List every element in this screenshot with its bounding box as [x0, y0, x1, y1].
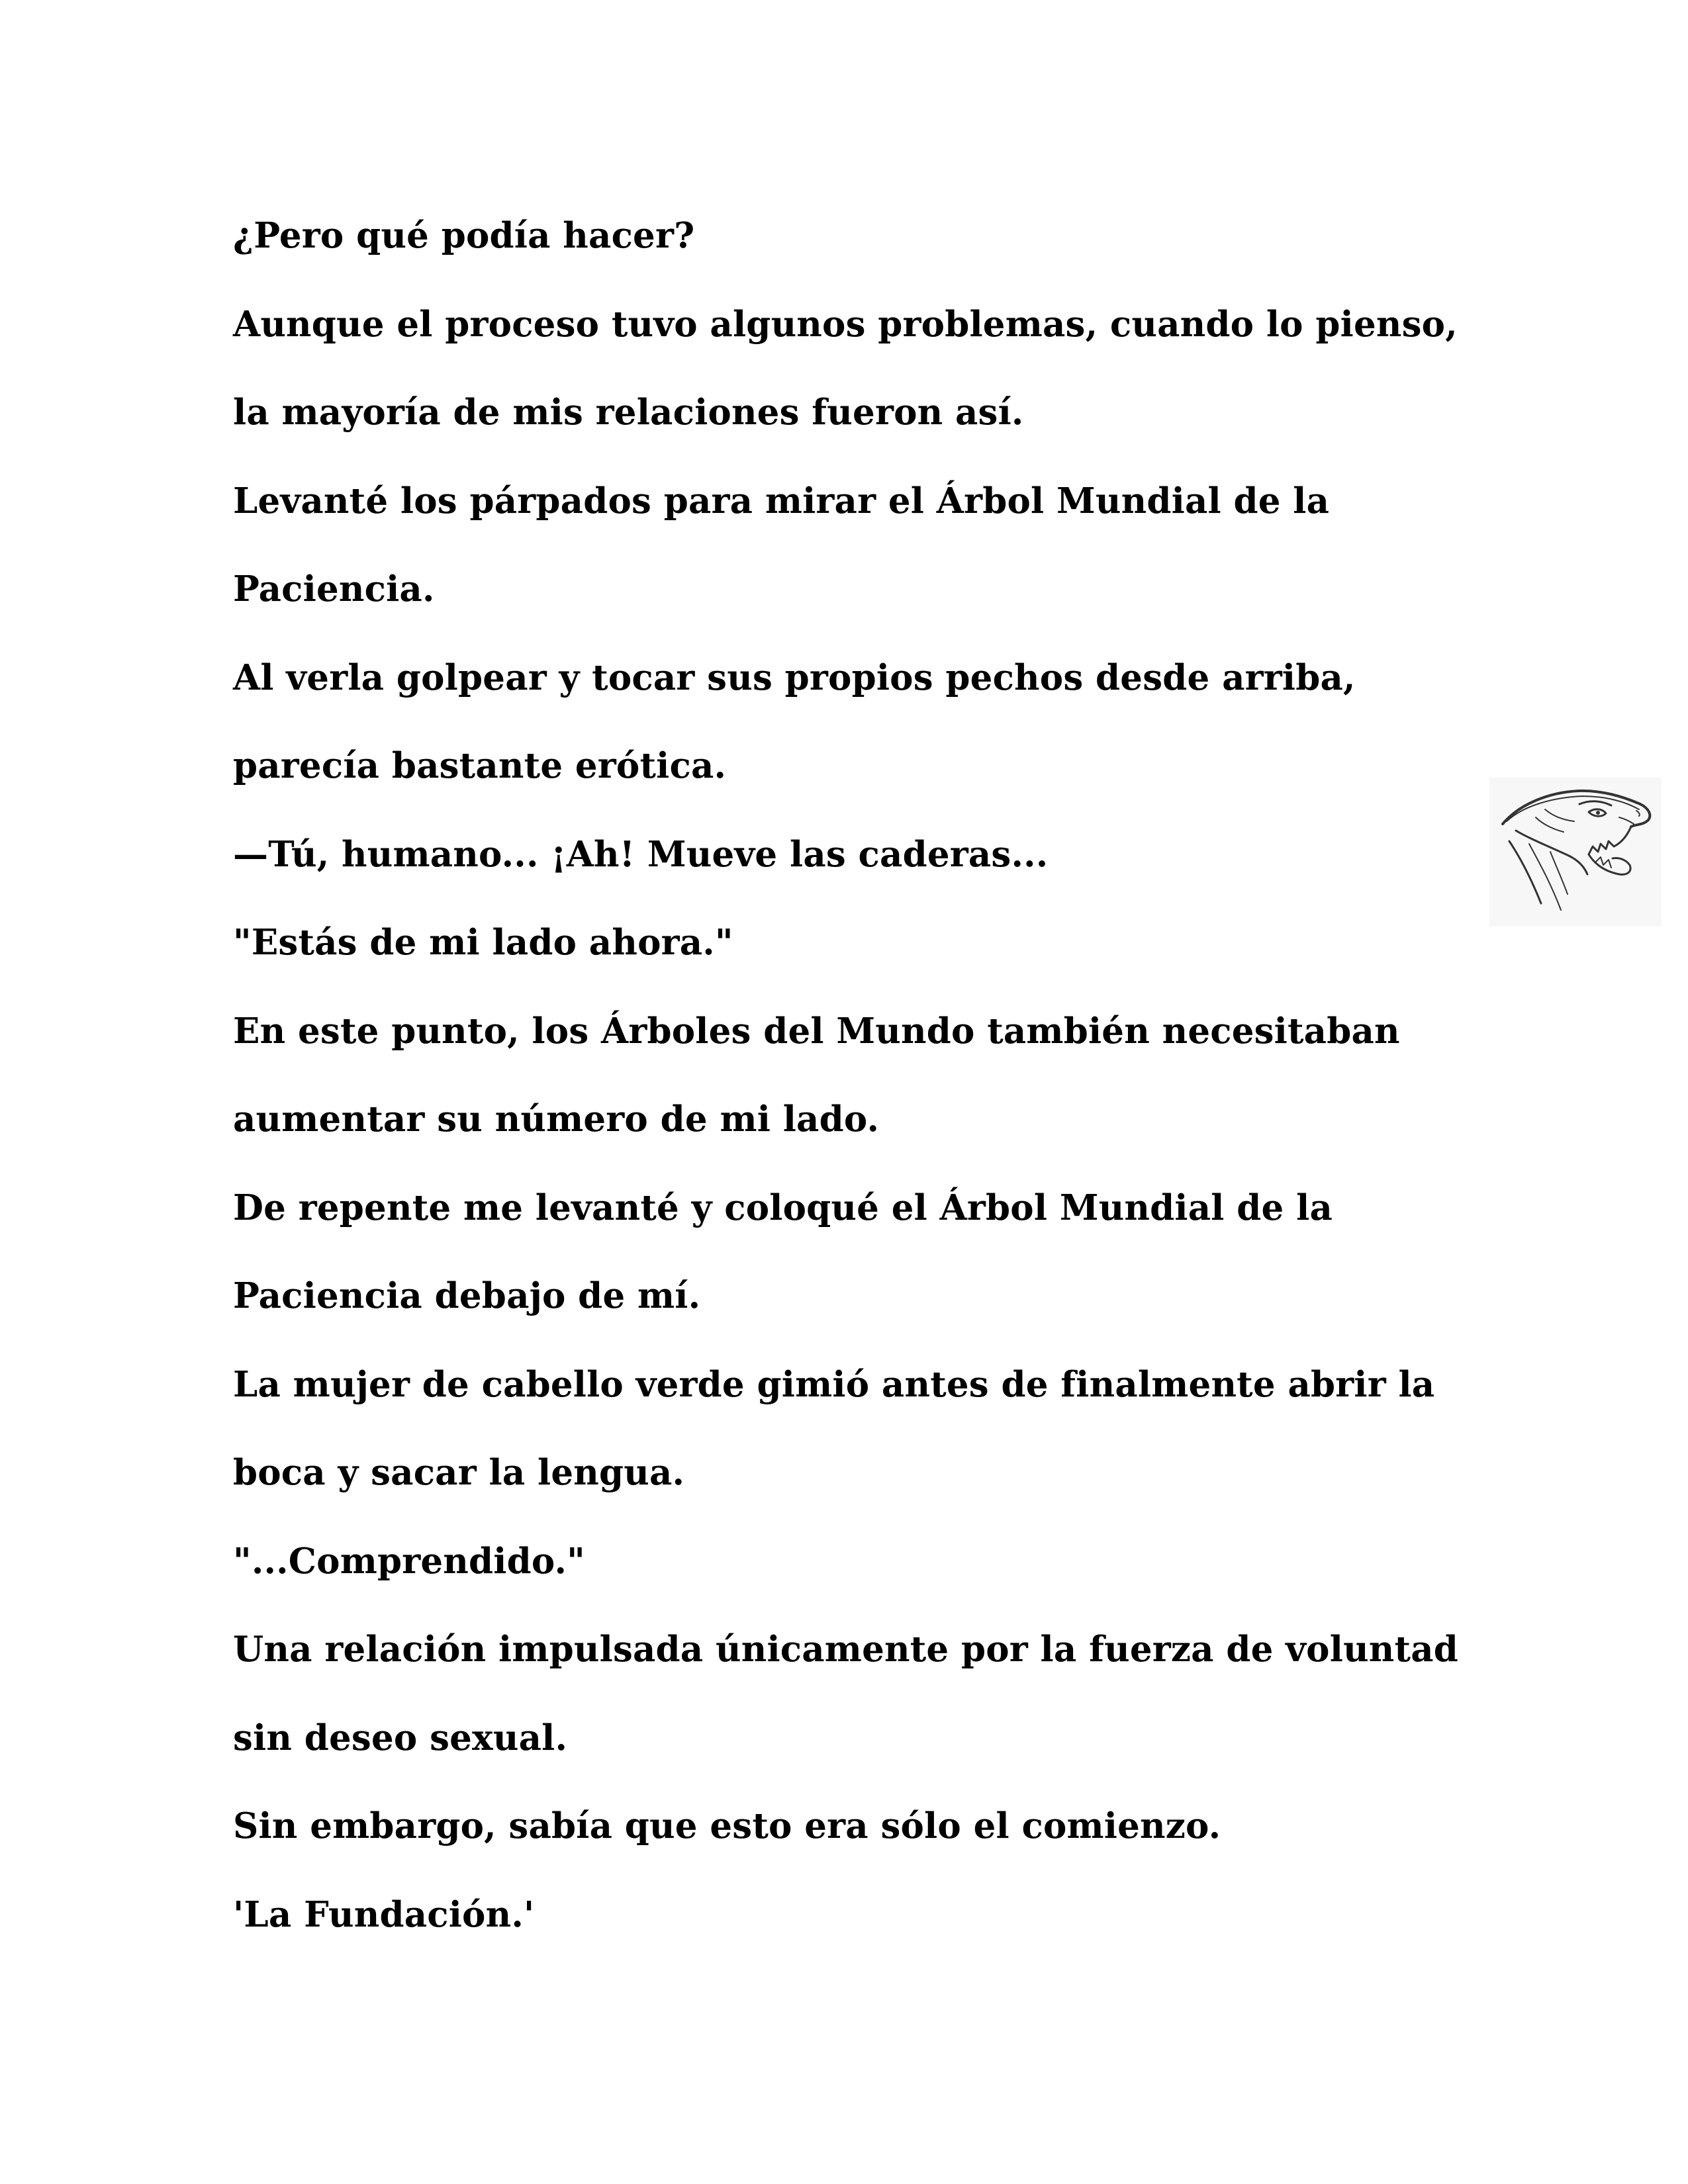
text-line: parecía bastante erótica.	[233, 745, 727, 786]
text-line: boca y sacar la lengua.	[233, 1452, 685, 1493]
text-line: 'La Fundación.'	[233, 1893, 535, 1935]
dinosaur-head-icon	[1489, 778, 1662, 927]
text-line: Una relación impulsada únicamente por la fuerza de voluntad	[233, 1629, 1459, 1670]
text-line: Paciencia debajo de mí.	[233, 1275, 701, 1316]
text-line: La mujer de cabello verde gimió antes de finalmente abrir la	[233, 1363, 1435, 1405]
text-line: De repente me levanté y coloqué el Árbol Mundial de la	[233, 1187, 1333, 1228]
text-line: la mayoría de mis relaciones fueron así.	[233, 392, 1024, 433]
text-line: ¿Pero qué podía hacer?	[233, 215, 695, 256]
text-line: Al verla golpear y tocar sus propios pechos desde arriba,	[233, 657, 1356, 698]
text-line: sin deseo sexual.	[233, 1717, 568, 1758]
text-line: Paciencia.	[233, 569, 435, 610]
text-line: Levanté los párpados para mirar el Árbol Mundial de la	[233, 480, 1330, 522]
text-line: "...Comprendido."	[233, 1540, 585, 1582]
text-line: —Tú, humano... ¡Ah! Mueve las caderas...	[233, 833, 1049, 875]
text-line: "Estás de mi lado ahora."	[233, 922, 733, 963]
text-line: aumentar su número de mi lado.	[233, 1099, 880, 1140]
text-line: Aunque el proceso tuvo algunos problemas, cuando lo pienso,	[233, 303, 1458, 345]
document-body	[233, 192, 1491, 1959]
text-line: En este punto, los Árboles del Mundo también necesitaban	[233, 1010, 1400, 1052]
text-line: Sin embargo, sabía que esto era sólo el comienzo.	[233, 1805, 1221, 1846]
